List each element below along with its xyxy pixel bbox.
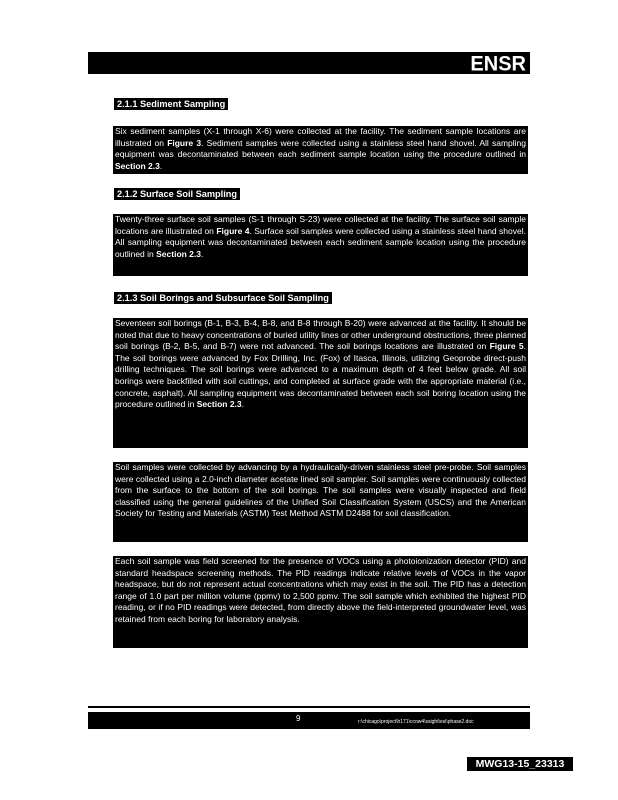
section-reference: Section 2.3 xyxy=(156,248,202,259)
para-text: . The soil borings were advanced by Fox Drilling, Inc. (Fox) of Itasca, Illinois, utilizing Geoprobe direct-push drilling techniques. The soil borings were advanced to a maximum depth of 4 feet below grade. All soil borings were backfilled with soil cuttings, and completed at surface grade with the appropriate material (i.e., concrete, asphalt). All sampling equipment was decontaminated between each soil boring location using the procedure outlined in xyxy=(115,341,527,410)
section-reference: Section 2.3 xyxy=(115,160,160,171)
para-text: . xyxy=(159,160,163,171)
section-reference: Section 2.3 xyxy=(196,399,242,410)
para-text: Twenty-three surface soil samples (S-1 through S-23) were collected at the facility. The surface soil sample locations are illustrated on xyxy=(115,214,526,236)
figure-reference: Figure 4 xyxy=(216,225,250,236)
page-header xyxy=(88,52,530,74)
paragraph-surface-soil-sampling xyxy=(113,214,528,276)
footer-rule xyxy=(88,706,530,708)
page-number: 9 xyxy=(296,714,301,723)
para-text: . Sediment samples were collected using a stainless steel hand shovel. All sampling equipment was decontaminated between each sediment sample location using the procedure outlined in xyxy=(115,137,527,160)
heading-sediment-sampling: 2.1.1 Sediment Sampling xyxy=(114,98,228,110)
para-text: Six sediment samples (X-1 through X-6) were collected at the facility. The sediment sample locations are illustrated on xyxy=(115,126,526,148)
ensr-logo: ENSR xyxy=(470,52,526,76)
paragraph-soil-sample-collection xyxy=(113,462,528,542)
heading-soil-borings: 2.1.3 Soil Borings and Subsurface Soil Sampling xyxy=(114,292,332,304)
paragraph-soil-borings xyxy=(113,318,528,448)
para-text: . xyxy=(241,399,245,410)
para-text: Seventeen soil borings (B-1, B-3, B-4, B-8, and B-8 through B-20) were advanced at the facility. It should be noted that due to heavy concentrations of buried utility lines or other underground obstructions, three planned soil borings (B-2, B-5, and B-7) were not advanced. The soil borings locations are illustrated on xyxy=(115,318,526,352)
figure-reference: Figure 3 xyxy=(167,137,202,148)
paragraph-field-screening xyxy=(113,556,528,648)
paragraph-sediment-sampling xyxy=(113,126,528,174)
file-path: r:\chicago\project\h171\ccow4\ssight\esi\phase2.doc xyxy=(358,719,474,725)
para-text: Soil samples were collected by advancing by a hydraulically-driven stainless steel pre-probe. Soil samples were collected using a 2.0-inch diameter acetate lined soil sampler. Soil samples were continuously collected from the surface to the bottom of the soil borings. The soil samples were visually inspected and field classified using the general guidelines of the Unified Soil Classification System (USCS) and the American Society for Testing and Materials (ASTM) Test Method ASTM D2488 for soil classification. xyxy=(115,462,526,519)
para-text: Each soil sample was field screened for the presence of VOCs using a photoionization detector (PID) and standard headspace screening methods. The PID readings indicate relative levels of VOCs in the vapor headspace, but do not represent actual concentrations which may exist in the soil. The PID has a detection range of 1.0 part per million volume (ppmv) to 2,500 ppmv. The soil sample which exhibited the highest PID reading, or if no PID readings were detected, from directly above the field-interpreted groundwater level, was retained from each boring for laboratory analysis. xyxy=(115,556,526,624)
figure-reference: Figure 5 xyxy=(489,341,524,352)
bates-number: MWG13-15_23313 xyxy=(467,757,573,771)
heading-surface-soil-sampling: 2.1.2 Surface Soil Sampling xyxy=(114,188,240,200)
para-text: . Surface soil samples were collected using a stainless steel hand shovel. All sampling equipment was decontaminated between each sediment sample location using the procedure outlined in xyxy=(115,225,526,259)
para-text: . xyxy=(201,248,204,259)
